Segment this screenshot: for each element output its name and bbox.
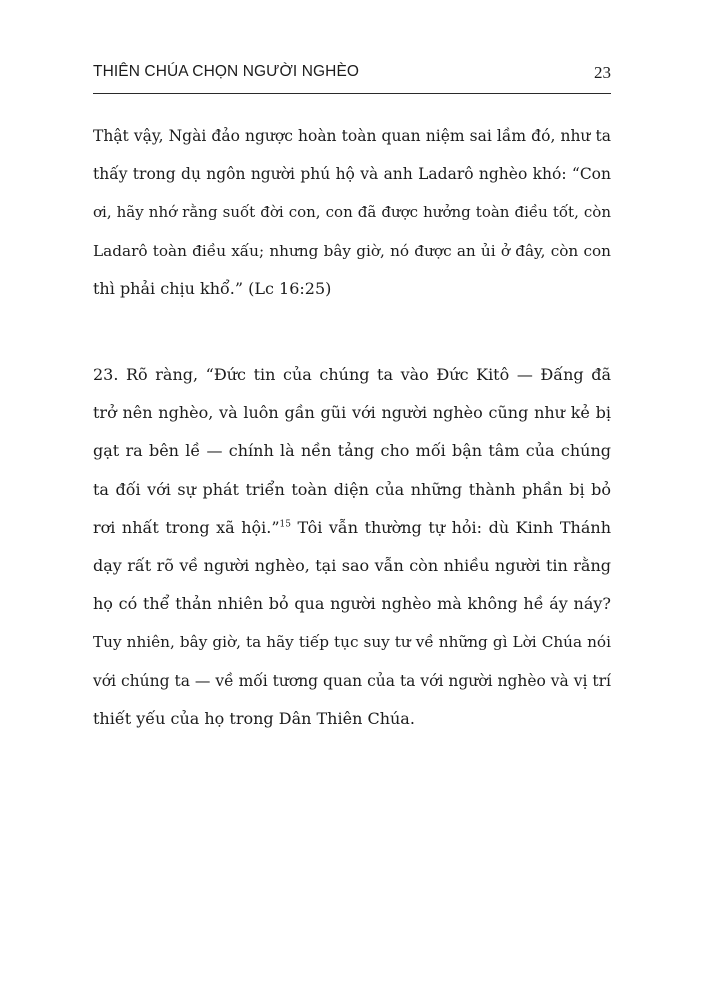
text-segment: rơi nhất trong xã hội.” [93,517,280,537]
text-line-with-footnote [93,509,611,547]
text-line: họ có thể thản nhiên bỏ qua người nghèo mà không hề áy náy? [93,594,611,614]
text-line: ơi, hãy nhớ rằng suốt đời con, con đã được hưởng toàn điều tốt, còn [93,203,611,222]
text-line: thiết yếu của họ trong Dân Thiên Chúa. [93,708,415,728]
text-line: Tuy nhiên, bây giờ, ta hãy tiếp tục suy tư về những gì Lời Chúa nói [93,633,611,652]
text-line: thì phải chịu khổ.” (Lc 16:25) [93,278,332,298]
paragraph-2 [93,356,611,738]
paragraph-1 [93,117,611,308]
text-line: 23. Rõ ràng, “Đức tin của chúng ta vào Đức Kitô — Đấng đã [93,365,611,384]
text-line: gạt ra bên lề — chính là nền tảng cho mối bận tâm của chúng [93,441,611,461]
text-line: dạy rất rõ về người nghèo, tại sao vẫn còn nhiều người tin rằng [93,555,611,575]
running-title: THIÊN CHÚA CHỌN NGƯỜI NGHÈO [93,63,360,80]
running-header [93,63,611,94]
text-line: Ladarô toàn điều xấu; nhưng bây giờ, nó được an ủi ở đây, còn con [93,241,611,260]
page-number: 23 [594,63,611,82]
text-segment: Tôi vẫn thường tự hỏi: dù Kinh Thánh [291,517,612,537]
text-line: thấy trong dụ ngôn người phú hộ và anh Ladarô nghèo khó: “Con [93,165,611,184]
text-line: trở nên nghèo, và luôn gần gũi với người nghèo cũng như kẻ bị [93,403,611,423]
text-line: Thật vậy, Ngài đảo ngược hoàn toàn quan niệm sai lầm đó, như ta [93,127,611,145]
text-line: ta đối với sự phát triển toàn diện của những thành phần bị bỏ [93,479,611,499]
text-line: với chúng ta — về mối tương quan của ta với người nghèo và vị trí [93,671,611,690]
footnote-reference[interactable]: 15 [279,519,291,530]
